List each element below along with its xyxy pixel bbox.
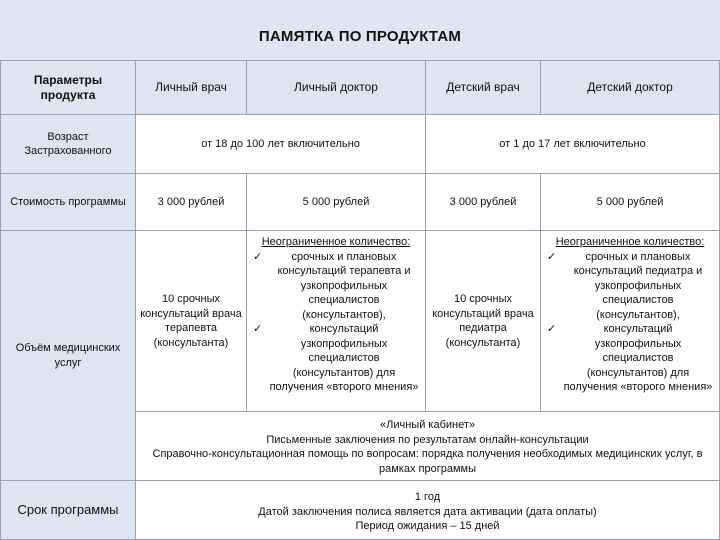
services-child-physician: 10 срочных консультаций врача педиатра (консультанта) xyxy=(425,230,541,412)
list-item: ✓ срочных и плановых консультаций терапевта и узкопрофильных специалистов (консультантов), xyxy=(253,250,411,321)
age-adult: от 18 до 100 лет включительно xyxy=(135,114,426,174)
page-title: ПАМЯТКА ПО ПРОДУКТАМ xyxy=(258,28,462,45)
header-personal-doctor: Личный доктор xyxy=(246,60,426,115)
checkmark-icon: ✓ xyxy=(547,250,557,263)
services-label: Объём медицинских услуг xyxy=(0,230,136,481)
header-child-doctor: Детский доктор xyxy=(540,60,720,115)
age-label: Возраст Застрахованного xyxy=(0,114,136,174)
cost-child-physician: 3 000 рублей xyxy=(425,173,541,231)
services-personal-doctor-title: Неограниченное количество: xyxy=(261,236,411,248)
cost-label: Стоимость программы xyxy=(0,173,136,231)
services-personal-doctor xyxy=(246,230,426,412)
checkmark-icon: ✓ xyxy=(253,323,263,335)
header-child-physician: Детский врач xyxy=(425,60,541,115)
cost-personal-physician: 3 000 рублей xyxy=(135,173,247,231)
list-item: ✓ срочных и плановых консультаций педиатра и узкопрофильных специалистов (консультантов), xyxy=(547,250,703,321)
term-line: 1 год xyxy=(414,491,441,503)
term-line: Период ожидания – 15 дней xyxy=(355,520,500,532)
services-child-doctor-title: Неограниченное количество: xyxy=(555,236,705,248)
term-line: Датой заключения полиса является дата активации (дата оплаты) xyxy=(258,505,597,518)
list-item: ✓ консультаций узкопрофильных специалистов (консультантов) для получения «второго мнения» xyxy=(253,323,419,393)
services-common xyxy=(135,411,720,481)
services-common-line: «Личный кабинет» xyxy=(380,419,475,431)
services-common-line: Письменные заключения по результатам онлайн-консультации xyxy=(266,433,589,446)
services-child-doctor xyxy=(540,230,720,412)
checkmark-icon: ✓ xyxy=(253,250,263,263)
cost-child-doctor: 5 000 рублей xyxy=(540,173,720,231)
header-personal-physician: Личный врач xyxy=(135,60,247,115)
term-value xyxy=(135,480,720,540)
cost-personal-doctor: 5 000 рублей xyxy=(246,173,426,231)
header-param: Параметры продукта xyxy=(0,60,136,115)
product-table xyxy=(0,60,720,540)
services-common-line: Справочно-консультационная помощь по вопросам: порядка получения необходимых медицинских услуг, в рамках программы xyxy=(152,448,703,475)
checkmark-icon: ✓ xyxy=(547,323,557,335)
age-child: от 1 до 17 лет включительно xyxy=(425,114,720,174)
list-item: ✓ консультаций узкопрофильных специалистов (консультантов) для получения «второго мнения» xyxy=(547,323,713,393)
term-label: Срок программы xyxy=(0,480,136,540)
services-personal-physician: 10 срочных консультаций врача терапевта (консультанта) xyxy=(135,230,247,412)
